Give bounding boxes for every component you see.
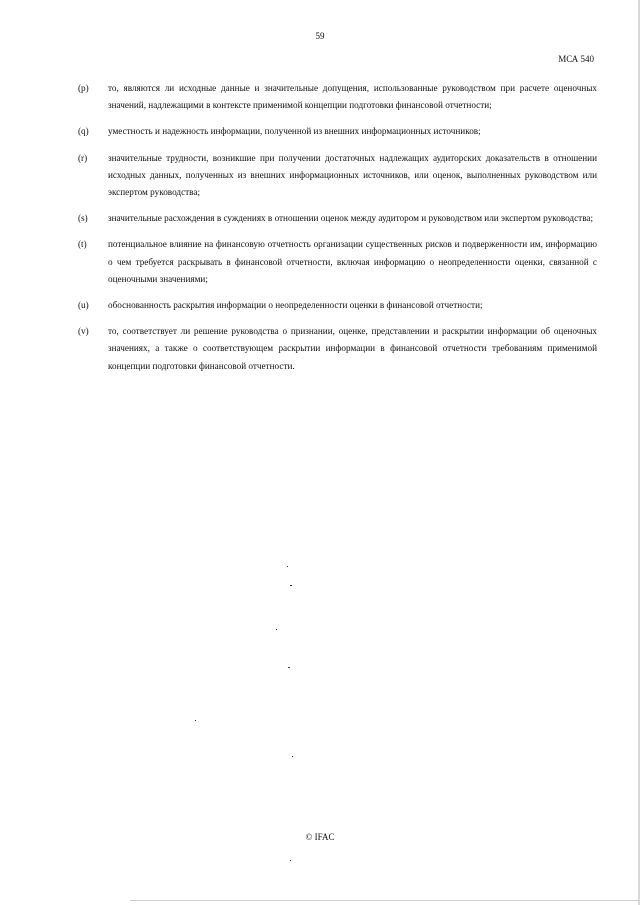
item-text: то, соответствует ли решение руководства о признании, оценке, представлении и раскрытии информации об оценочных значениях, а также о соответствующем раскрытии информации в финансовой отчетности требованиям применимой концепции подготовки финансовой отчетности. [108, 326, 597, 371]
item-letter: (u) [78, 300, 89, 311]
item-text: потенциальное влияние на финансовую отчетность организации существенных рисков и подверженности им, информацию о чем требуется раскрывать в финансовой отчетности, включая информацию о неопределенности оценки, связанной с оценочными значениями; [108, 239, 597, 284]
list-item [78, 297, 597, 314]
scan-speck [288, 667, 290, 668]
list-item [78, 80, 597, 114]
item-letter: (t) [78, 239, 87, 250]
page-number: 59 [315, 31, 325, 41]
list-item [78, 210, 597, 227]
item-letter: (s) [78, 213, 88, 224]
item-letter: (p) [78, 83, 89, 93]
item-text: значительные трудности, возникшие при получении достаточных надлежащих аудиторских доказательств в отношении исходных данных, полученных из внешних информационных источников, или оценок, выполненных руководством или экспертом руководства; [108, 152, 597, 198]
item-text: значительные расхождения в суждениях в отношении оценок между аудитором и руководством или экспертом руководства; [108, 213, 594, 224]
standard-code: МСА 540 [558, 54, 594, 64]
item-text: обоснованность раскрытия информации о неопределенности оценки в финансовой отчетности; [108, 300, 483, 311]
list-item [78, 123, 597, 140]
list-item [78, 323, 597, 375]
scan-speck [290, 860, 291, 861]
list-item [78, 150, 597, 202]
requirements-list [78, 80, 597, 384]
copyright-footer: © IFAC [305, 832, 335, 842]
item-text: уместность и надежность информации, полученной из внешних информационных источников; [108, 126, 481, 137]
scan-speck [290, 585, 292, 586]
item-text: то, являются ли исходные данные и значительные допущения, использованные руководством при расчете оценочных значений, надлежащими в контексте применимой концепции подготовки финансовой отчетности; [108, 83, 597, 111]
item-letter: (q) [78, 126, 89, 137]
item-letter: (v) [78, 326, 89, 337]
scan-speck [287, 566, 288, 567]
scan-speck [276, 629, 277, 630]
scan-edge [130, 900, 640, 901]
scan-speck [292, 756, 293, 757]
item-letter: (r) [78, 152, 88, 163]
list-item [78, 236, 597, 288]
scan-speck [195, 720, 196, 721]
